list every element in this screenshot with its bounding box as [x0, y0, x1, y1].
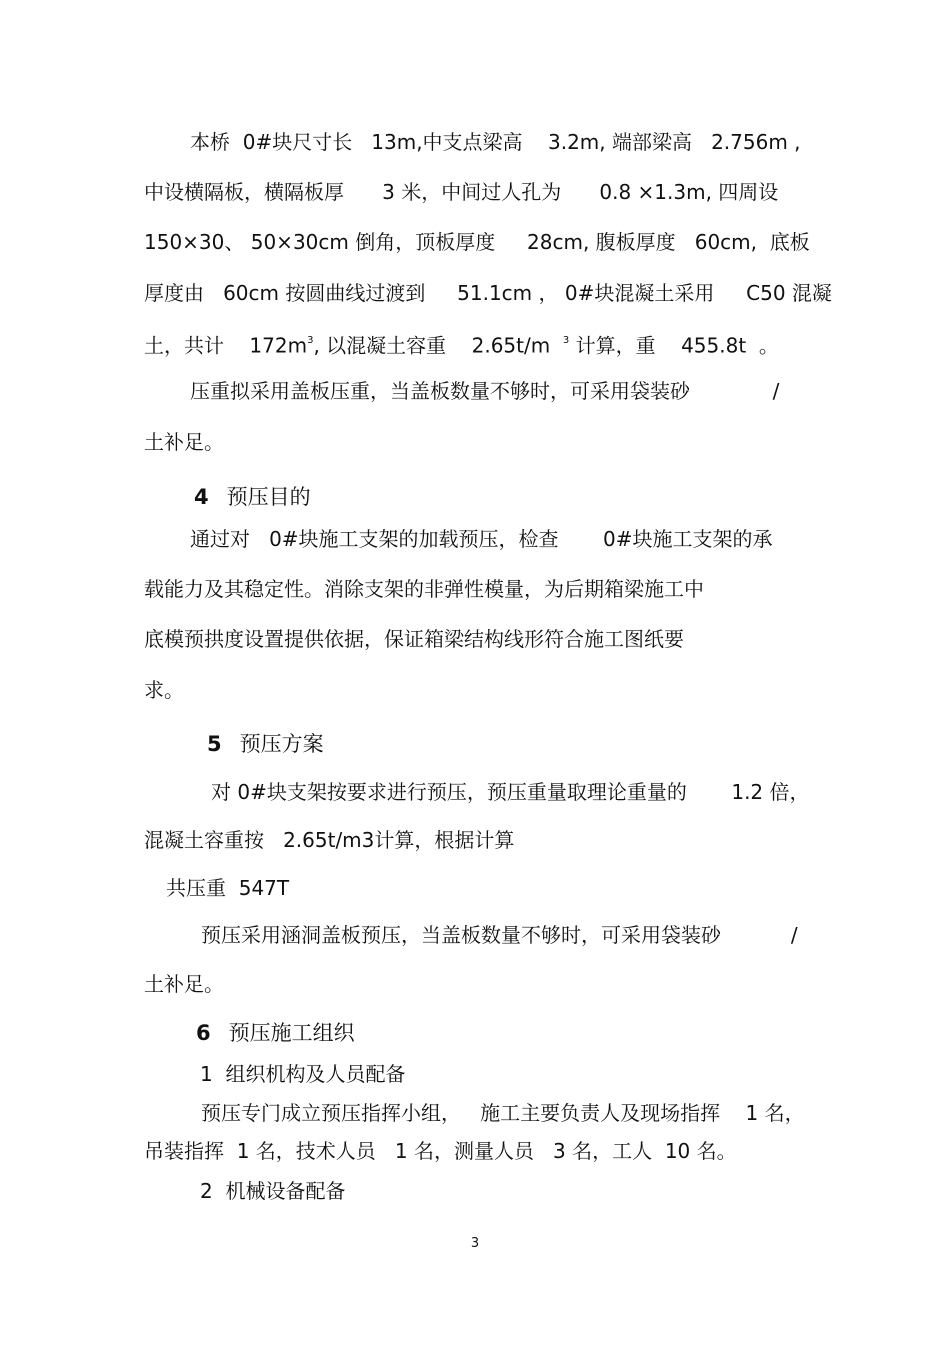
text-fragment: 土，共计 172m: [144, 333, 308, 358]
subsection-heading: 1 组织机构及人员配备: [200, 1062, 406, 1086]
section-heading: [196, 1019, 355, 1047]
section-number: 4: [194, 485, 209, 509]
paragraph-line: 150×30、 50×30cm 倒角，顶板厚度 28cm, 腹板厚度 60cm, 底板: [144, 230, 810, 254]
subsection-heading: 2 机械设备配备: [200, 1179, 346, 1203]
superscript: 3: [562, 335, 570, 346]
section-heading: [207, 730, 324, 758]
paragraph-line: 厚度由 60cm 按圆曲线过渡到 51.1cm ， 0#块混凝土采用 C50 混凝: [144, 281, 832, 305]
text-fragment: , 以混凝土容重 2.65t/m: [313, 333, 563, 358]
section-title: 预压目的: [226, 485, 311, 509]
paragraph-line: 载能力及其稳定性。消除支架的非弹性模量，为后期箱梁施工中: [144, 577, 704, 601]
paragraph-line: 中设横隔板，横隔板厚 3 米，中间过人孔为 0.8 ×1.3m, 四周设: [144, 180, 779, 204]
paragraph-line: 压重拟采用盖板压重，当盖板数量不够时，可采用袋装砂 /: [190, 379, 780, 403]
page-number: 3: [470, 1236, 480, 1251]
superscript: 3: [307, 335, 314, 346]
paragraph-line: 预压采用涵洞盖板预压，当盖板数量不够时，可采用袋装砂 /: [201, 923, 798, 947]
section-number: 5: [207, 732, 222, 756]
paragraph-line: [144, 329, 779, 357]
paragraph-line: 底模预拱度设置提供依据，保证箱梁结构线形符合施工图纸要: [144, 627, 684, 651]
paragraph-line: 预压专门成立预压指挥小组， 施工主要负责人及现场指挥 1 名，: [201, 1101, 805, 1125]
section-title: 预压方案: [239, 732, 324, 756]
paragraph-line: 通过对 0#块施工支架的加载预压，检查 0#块施工支架的承: [190, 527, 773, 551]
paragraph-line: 吊装指挥 1 名，技术人员 1 名，测量人员 3 名，工人 10 名。: [144, 1139, 737, 1163]
paragraph-line: 共压重 547T: [166, 876, 290, 900]
paragraph-line: 土补足。: [144, 430, 224, 454]
text-fragment: 计算，重 455.8t 。: [569, 333, 779, 358]
section-title: 预压施工组织: [228, 1021, 355, 1045]
paragraph-line: 土补足。: [144, 972, 224, 996]
paragraph-line: 混凝土容重按 2.65t/m3计算，根据计算: [144, 828, 515, 852]
paragraph-line: 求。: [144, 678, 184, 702]
paragraph-line: 对 0#块支架按要求进行预压，预压重量取理论重量的 1.2 倍，: [211, 780, 810, 804]
section-heading: [194, 483, 311, 511]
paragraph-line: 本桥 0#块尺寸长 13m,中支点梁高 3.2m, 端部梁高 2.756m ,: [190, 130, 801, 154]
section-number: 6: [196, 1021, 211, 1045]
